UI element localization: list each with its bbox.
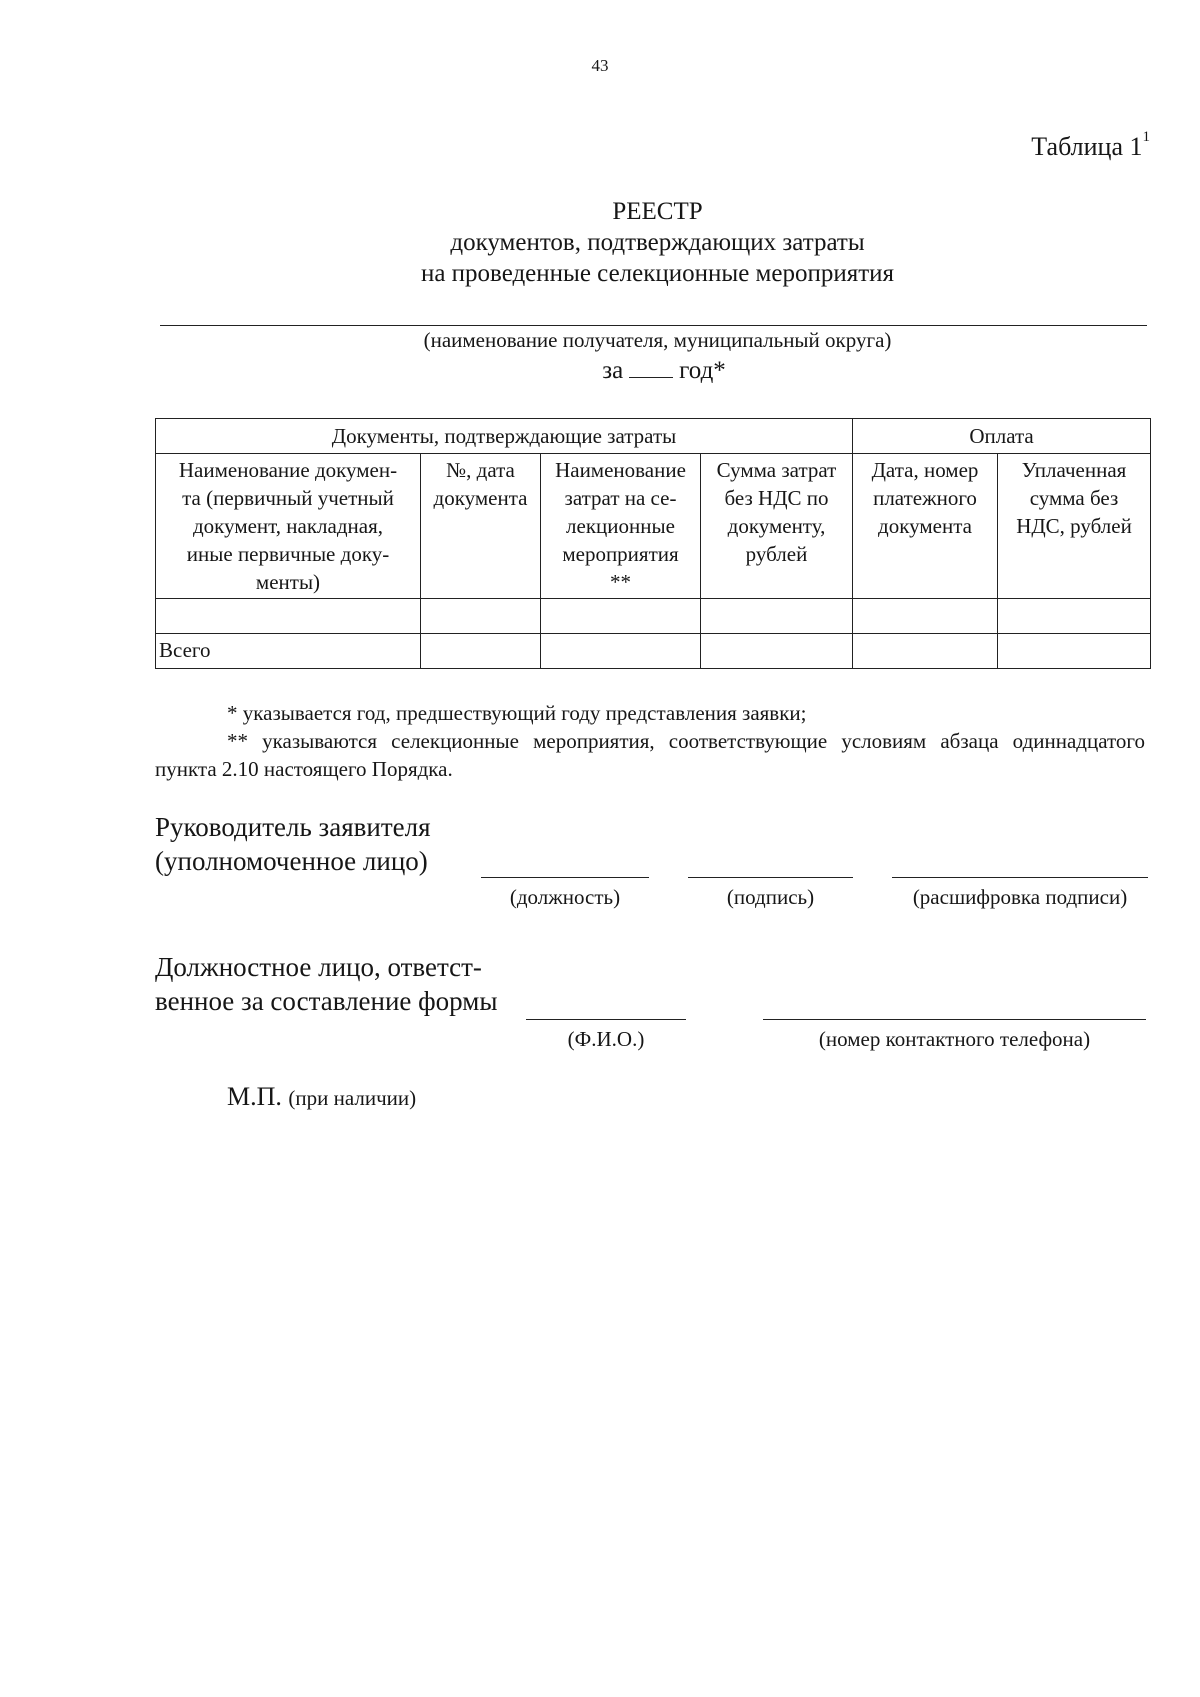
column-header-document-name — [156, 454, 421, 599]
header-line: документу, — [727, 514, 826, 538]
header-line: сумма без — [1029, 486, 1119, 510]
column-header-cost-sum — [701, 454, 853, 599]
header-line: менты) — [255, 570, 321, 594]
year-suffix: год* — [679, 357, 726, 384]
table-cell — [156, 599, 421, 634]
header-line: Дата, номер — [871, 458, 979, 482]
column-header-payment-doc — [853, 454, 998, 599]
phone-caption: (номер контактного телефона) — [818, 1027, 1091, 1051]
table-cell — [853, 599, 998, 634]
stamp-label: М.П. — [227, 1082, 282, 1111]
header-line: №, дата — [446, 458, 515, 482]
table-cell — [701, 599, 853, 634]
table-label — [1031, 129, 1150, 162]
table-cell — [421, 599, 541, 634]
officer-label — [155, 950, 497, 1018]
signature-caption: (подпись) — [726, 885, 815, 909]
document-title — [0, 196, 1200, 289]
column-header-row — [156, 454, 1151, 599]
header-line: документа — [433, 486, 528, 510]
header-line: Наименование докумен- — [178, 458, 398, 482]
recipient-fill-line — [160, 325, 1147, 326]
header-line: иные первичные доку- — [186, 542, 390, 566]
page-number: 43 — [591, 56, 609, 75]
table-cell — [853, 634, 998, 669]
header-line: Сумма затрат — [716, 458, 837, 482]
signer-label — [155, 810, 431, 878]
recipient-caption: (наименование получателя, муниципальный округа) — [423, 328, 892, 352]
full-name-line — [526, 1019, 686, 1020]
header-line: та (первичный учетный — [182, 486, 394, 510]
title-main: РЕЕСТР — [612, 198, 703, 225]
year-line — [0, 357, 1200, 385]
footnote-1: * указывается год, предшествующий году представления заявки; — [227, 701, 807, 725]
table-cell — [421, 634, 541, 669]
group-header-row — [156, 419, 1151, 454]
position-signature-line — [481, 877, 649, 878]
header-line: документа — [878, 514, 972, 538]
column-header-paid-sum — [998, 454, 1151, 599]
stamp-place — [227, 1082, 416, 1112]
header-line: лекционные — [566, 514, 675, 538]
header-line: платежного — [873, 486, 977, 510]
header-line: НДС, рублей — [1016, 514, 1132, 538]
title-line-3: на проведенные селекционные мероприятия — [420, 260, 895, 287]
registry-table — [155, 418, 1151, 669]
stamp-note: (при наличии) — [288, 1086, 417, 1110]
table-cell — [998, 634, 1151, 669]
title-line-2: документов, подтверждающих затраты — [450, 229, 865, 256]
header-line: Уплаченная — [1021, 458, 1127, 482]
position-caption: (должность) — [509, 885, 621, 909]
signature-decoding-line — [892, 877, 1148, 878]
table-label-text: Таблица 1 — [1031, 132, 1143, 161]
year-prefix: за — [602, 357, 624, 384]
full-name-caption: (Ф.И.О.) — [567, 1027, 645, 1051]
table-cell — [541, 599, 701, 634]
table-cell — [701, 634, 853, 669]
header-line: затрат на се- — [564, 486, 677, 510]
group-header-payment: Оплата — [853, 419, 1151, 454]
phone-line — [763, 1019, 1146, 1020]
officer-line-2: венное за составление формы — [155, 986, 498, 1016]
officer-line-1: Должностное лицо, ответст- — [155, 952, 482, 982]
table-cell — [998, 599, 1151, 634]
header-line: ** — [610, 570, 631, 594]
header-line: рублей — [745, 542, 808, 566]
signer-line-2: (уполномоченное лицо) — [155, 846, 428, 876]
header-line: мероприятия — [562, 542, 679, 566]
footnote-2: ** указываются селекционные мероприятия, соответствующие условиям абзаца одиннадцатого пункта 2.10 настоящего Порядка. — [155, 729, 1145, 781]
signer-line-1: Руководитель заявителя — [155, 812, 431, 842]
group-header-documents: Документы, подтверждающие затраты — [156, 419, 853, 454]
table-row — [156, 599, 1151, 634]
table-cell — [541, 634, 701, 669]
total-row — [156, 634, 1151, 669]
header-line: Наименование — [555, 458, 686, 482]
table-label-superscript: 1 — [1142, 129, 1150, 146]
year-blank — [629, 377, 673, 378]
header-line: документ, накладная, — [193, 514, 383, 538]
header-line: без НДС по — [724, 486, 829, 510]
column-header-cost-name — [541, 454, 701, 599]
signature-line — [688, 877, 853, 878]
total-label: Всего — [156, 634, 421, 669]
column-header-document-number-date — [421, 454, 541, 599]
signature-decoding-caption: (расшифровка подписи) — [912, 885, 1128, 909]
